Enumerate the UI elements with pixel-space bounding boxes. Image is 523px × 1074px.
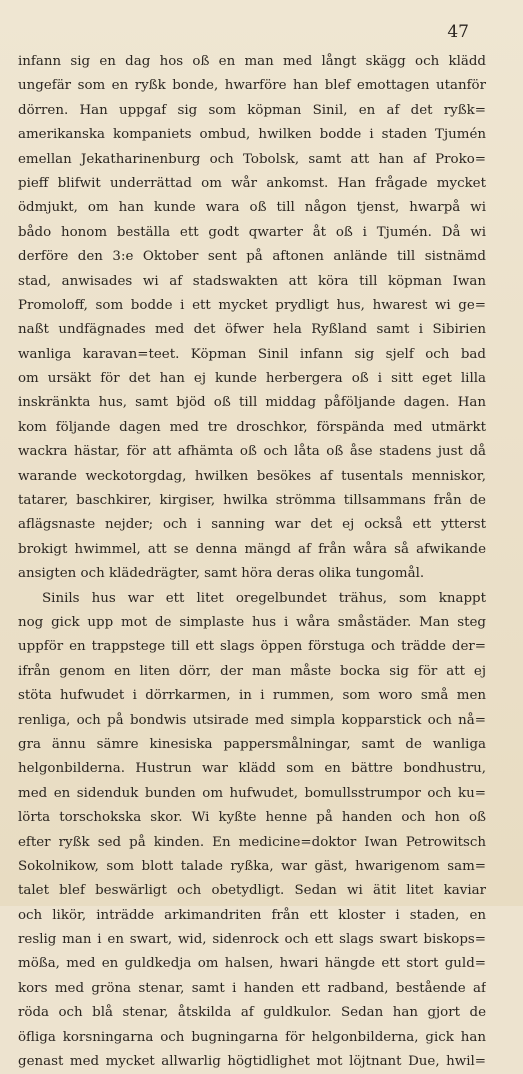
page-number: 47 (447, 22, 469, 42)
text-line: pieff blifwit underrättad om wår ankomst. Han frågade mycket (18, 175, 486, 191)
text-line: stöta hufwudet i dörrkarmen, in i rummen, som woro små men (18, 688, 486, 704)
text-line: renliga, och på bondwis utsirade med simpla kopparstick och nå= (18, 712, 486, 728)
text-line: derföre den 3:e Oktober sent på aftonen anlände till sistnämd (18, 249, 486, 265)
text-line: ödmjukt, om han kunde wara oß till någon tjenst, hwarpå wi (18, 200, 486, 216)
body-text (18, 50, 486, 1074)
text-line: aflägsnaste nejder; och i sanning war det ej också ett ytterst (18, 517, 486, 533)
text-line: wanliga karavan=teet. Köpman Sinil infann sig sjelf och bad (18, 346, 486, 362)
text-line: talet blef beswärligt och obetydligt. Sedan wi ätit litet kaviar (18, 883, 486, 899)
text-line: med en sidenduk bunden om hufwudet, bomullsstrumpor och ku= (18, 785, 486, 801)
text-line: gra ännu sämre kinesiska pappersmålningar, samt de wanliga (18, 736, 486, 752)
text-line: nog gick upp mot de simplaste hus i wåra småstäder. Man steg (18, 614, 486, 630)
text-line: kors med gröna stenar, samt i handen ett radband, bestående af (18, 980, 486, 996)
text-line: Sokolnikow, som blott talade ryßka, war gäst, hwarigenom sam= (18, 858, 486, 874)
text-line: ansigten och klädedrägter, samt höra deras olika tungomål. (18, 566, 425, 582)
text-line: inskränkta hus, samt bjöd oß till middag påföljande dagen. Han (18, 395, 486, 411)
text-line: öfliga korsningarna och bugningarna för helgonbilderna, gick han (18, 1029, 486, 1045)
text-line: warande weckotorgdag, hwilken besökes af tusentals menniskor, (18, 468, 486, 484)
text-line: naßt undfägnades med det öfwer hela Ryßland samt i Sibirien (18, 322, 486, 338)
text-line: wackra hästar, för att afhämta oß och låta oß åse stadens just då (18, 444, 486, 460)
text-line: ungefär som en ryßk bonde, hwarföre han blef emottagen utanför (18, 78, 486, 94)
text-line: bådo honom beställa ett godt qwarter åt oß i Tjumén. Då wi (18, 224, 486, 240)
text-line: reslig man i en swart, wid, sidenrock och ett slags swart biskops= (18, 932, 486, 948)
text-line: uppför en trappstege till ett slags öppen förstuga och trädde der= (18, 639, 486, 655)
text-line: röda och blå stenar, åtskilda af guldkulor. Sedan han gjort de (18, 1005, 486, 1021)
text-line: helgonbilderna. Hustrun war klädd som en bättre bondhustru, (18, 761, 486, 777)
text-line: brokigt hwimmel, att se denna mängd af från wåra så afwikande (18, 541, 486, 557)
text-line: emellan Jekatharinenburg och Tobolsk, samt att han af Proko= (18, 151, 486, 167)
text-line: och likör, inträdde arkimandriten från ett kloster i staden, en (18, 907, 486, 923)
text-line: stad, anwisades wi af stadswakten att köra till köpman Iwan (18, 273, 486, 289)
text-line: efter ryßk sed på kinden. En medicine=doktor Iwan Petrowitsch (18, 834, 486, 850)
text-line: om ursäkt för det han ej kunde herbergera oß i sitt eget lilla (18, 371, 486, 387)
text-line: tatarer, baschkirer, kirgiser, hwilka strömma tillsammans från de (18, 493, 486, 509)
text-line: mößa, med en guldkedja om halsen, hwari hängde ett stort guld= (18, 956, 486, 972)
text-line: kom följande dagen med tre droschkor, förspända med utmärkt (18, 419, 486, 435)
text-line: amerikanska kompaniets ombud, hwilken bodde i staden Tjumén (18, 127, 486, 143)
text-line: Promoloff, som bodde i ett mycket prydligt hus, hwarest wi ge= (18, 297, 486, 313)
text-line: dörren. Han uppgaf sig som köpman Sinil, en af det ryßk= (18, 102, 486, 118)
text-line: genast med mycket allwarlig högtidlighet mot löjtnant Due, hwil= (18, 1054, 486, 1070)
text-line: infann sig en dag hos oß en man med långt skägg och klädd (18, 54, 486, 69)
text-line: Sinils hus war ett litet oregelbundet trähus, som knappt (42, 590, 486, 606)
text-line: lörta torschokska skor. Wi kyßte henne på handen och hon oß (18, 810, 486, 826)
text-line: ifrån genom en liten dörr, der man måste bocka sig för att ej (18, 663, 486, 679)
